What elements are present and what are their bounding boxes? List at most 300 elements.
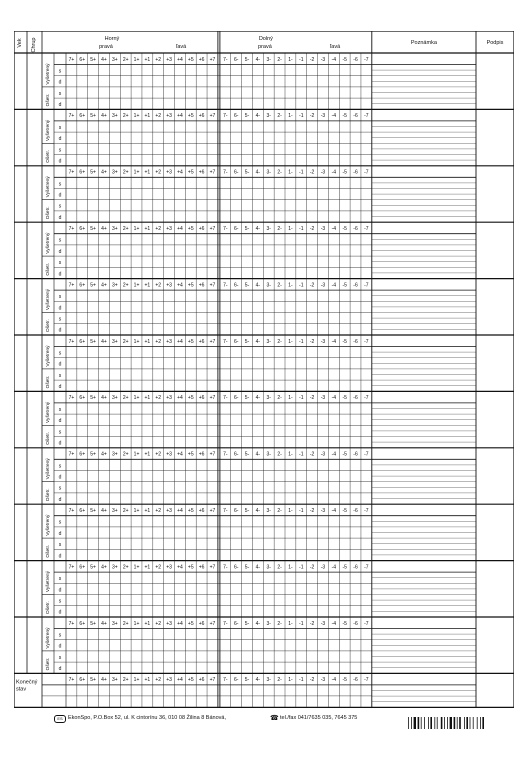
row-label-d: d <box>58 384 62 391</box>
tooth-label-upper: +2 <box>155 677 162 684</box>
tooth-label-upper: 1+ <box>133 620 140 627</box>
tooth-label-lower: -5 <box>342 677 347 684</box>
tooth-label-lower: -4 <box>331 508 337 514</box>
tooth-label-upper: 5+ <box>90 113 96 120</box>
row-label-s: s <box>58 237 62 244</box>
tooth-label-upper: +7 <box>209 226 216 232</box>
osetr-label: Ošetr. <box>46 375 51 389</box>
tooth-label-lower: -4 <box>331 282 337 289</box>
barcode-bar <box>473 717 474 729</box>
tooth-label-upper: 6+ <box>79 113 86 120</box>
tooth-label-lower: -4 <box>331 56 337 63</box>
tooth-label-lower: -4 <box>331 564 337 571</box>
tooth-label-upper: +1 <box>144 56 151 63</box>
tooth-label-lower: -3 <box>320 395 326 402</box>
tooth-label-upper: +5 <box>187 226 194 232</box>
tooth-label-upper: +4 <box>177 169 183 176</box>
tooth-label-upper: +1 <box>144 282 151 289</box>
tooth-label-upper: +6 <box>198 169 205 176</box>
tooth-label-lower: 3- <box>266 451 271 458</box>
tooth-label-lower: 5- <box>244 677 250 684</box>
tooth-label-upper: 3+ <box>111 620 118 627</box>
tooth-label-lower: 3- <box>266 620 271 627</box>
horny-lava-header: ľavá <box>175 44 187 50</box>
tooth-label-lower: 5- <box>244 395 250 402</box>
tooth-label-upper: 5+ <box>90 395 96 402</box>
podpis-header: Podpis <box>486 40 504 46</box>
tooth-label-lower: -3 <box>320 338 326 345</box>
tooth-label-lower: -6 <box>353 338 358 345</box>
tooth-label-lower: -1 <box>299 395 304 402</box>
tooth-label-upper: +2 <box>155 282 162 289</box>
tooth-label-lower: -4 <box>331 338 337 345</box>
tooth-label-upper: +4 <box>177 620 183 627</box>
vysetreny-label: Vyšetrený <box>46 63 51 85</box>
tooth-label-upper: 2+ <box>122 395 129 402</box>
tooth-label-lower: 5- <box>244 226 250 232</box>
vysetreny-label: Vyšetrený <box>46 627 51 649</box>
tooth-label-upper: 3+ <box>111 338 118 345</box>
barcode-bar <box>464 717 465 729</box>
tooth-label-lower: -5 <box>342 564 347 571</box>
tooth-label-lower: 7- <box>223 620 228 627</box>
tooth-label-upper: 1+ <box>133 338 140 345</box>
tooth-label-upper: +7 <box>209 677 216 684</box>
vysetreny-label: Vyšetrený <box>46 176 51 198</box>
row-label-d: d <box>58 158 62 165</box>
tooth-label-lower: 7- <box>223 282 228 289</box>
row-label-s: s <box>58 350 62 357</box>
tooth-label-lower: 4- <box>255 282 261 289</box>
tooth-label-upper: 3+ <box>111 451 118 458</box>
tooth-label-lower: -4 <box>331 395 337 402</box>
tooth-label-lower: -7 <box>364 564 369 571</box>
tooth-label-upper: 1+ <box>133 395 140 402</box>
tooth-label-lower: 1- <box>288 282 293 289</box>
row-label-s: s <box>58 294 62 301</box>
row-label-s: s <box>58 260 62 267</box>
barcode-bar <box>457 717 458 729</box>
row-label-s: s <box>58 598 62 605</box>
barcode-bar <box>428 717 429 729</box>
tooth-label-upper: +4 <box>177 395 183 402</box>
tooth-label-lower: 7- <box>223 677 228 684</box>
tooth-label-lower: -1 <box>299 451 304 458</box>
tooth-label-upper: 5+ <box>90 169 96 176</box>
barcode-bar <box>408 717 409 729</box>
tooth-label-lower: -6 <box>353 282 358 289</box>
tooth-label-lower: 6- <box>233 226 239 232</box>
company-logo-icon: ES <box>54 715 66 723</box>
tooth-label-upper: +7 <box>209 338 216 345</box>
tooth-label-lower: 3- <box>266 113 271 120</box>
tooth-label-upper: 4+ <box>101 226 107 232</box>
row-label-s: s <box>58 372 62 379</box>
tooth-label-lower: -1 <box>299 169 304 176</box>
tooth-label-lower: -5 <box>342 113 347 120</box>
tooth-label-upper: 6+ <box>79 56 86 63</box>
tooth-label-upper: 2+ <box>122 508 129 514</box>
tooth-label-lower: 7- <box>223 56 228 63</box>
tooth-label-lower: 5- <box>244 508 250 514</box>
tooth-label-lower: -7 <box>364 620 369 627</box>
tooth-label-lower: -4 <box>331 451 337 458</box>
tooth-label-upper: 5+ <box>90 451 96 458</box>
tooth-label-lower: -2 <box>309 677 315 684</box>
tooth-label-lower: -3 <box>320 508 326 514</box>
dolny-header: Dolný <box>258 36 273 42</box>
tooth-label-lower: -2 <box>309 620 315 627</box>
tooth-label-lower: -7 <box>364 169 369 176</box>
tooth-label-lower: -2 <box>309 564 315 571</box>
tooth-label-lower: 4- <box>255 508 261 514</box>
osetr-label: Ošetr. <box>46 488 51 502</box>
tooth-label-upper: 1+ <box>133 56 140 63</box>
tooth-label-lower: 6- <box>233 282 239 289</box>
tooth-label-lower: -3 <box>320 620 326 627</box>
tooth-label-lower: 4- <box>255 620 261 627</box>
tooth-label-upper: 5+ <box>90 226 96 232</box>
tooth-label-lower: -2 <box>309 56 315 63</box>
tooth-label-upper: +2 <box>155 620 162 627</box>
vysetreny-label: Vyšetrený <box>46 289 51 311</box>
tooth-label-lower: -5 <box>342 169 347 176</box>
horny-prava-header: pravá <box>99 44 113 50</box>
tooth-label-lower: 6- <box>233 508 239 514</box>
vysetreny-label: Vyšetrený <box>46 345 51 367</box>
tooth-label-lower: -5 <box>342 56 347 63</box>
tooth-label-upper: 1+ <box>133 564 140 571</box>
chrup-header: Chrup <box>31 37 37 53</box>
tooth-label-lower: 5- <box>244 113 250 120</box>
row-label-d: d <box>58 530 62 537</box>
tooth-label-lower: -3 <box>320 226 326 232</box>
row-label-s: s <box>58 429 62 436</box>
tooth-label-lower: 5- <box>244 564 250 571</box>
tooth-label-lower: 7- <box>223 451 228 458</box>
tooth-label-upper: +6 <box>198 564 205 571</box>
tooth-label-lower: 4- <box>255 451 261 458</box>
tooth-label-upper: +6 <box>198 282 205 289</box>
tooth-label-upper: +3 <box>166 338 172 345</box>
barcode-bar <box>444 717 445 729</box>
tooth-label-lower: 1- <box>288 338 293 345</box>
tooth-label-lower: 6- <box>233 56 239 63</box>
tooth-label-lower: -5 <box>342 451 347 458</box>
tooth-label-lower: 2- <box>277 282 282 289</box>
tooth-label-lower: 4- <box>255 564 261 571</box>
tooth-label-lower: -7 <box>364 395 369 402</box>
barcode-bar <box>459 717 461 729</box>
tooth-label-lower: -2 <box>309 226 315 232</box>
form-grid <box>14 31 514 711</box>
tooth-label-upper: 2+ <box>122 564 129 571</box>
tooth-label-lower: -7 <box>364 451 369 458</box>
row-label-d: d <box>58 102 62 109</box>
tooth-label-upper: +1 <box>144 451 151 458</box>
tooth-label-lower: 5- <box>244 56 250 63</box>
tooth-label-upper: +7 <box>209 395 216 402</box>
company-address: EkonSpo, P.O.Box 52, ul. K cintorínu 36, 010 08 Žilina 8 Bánová, <box>68 715 226 721</box>
tooth-label-lower: 1- <box>288 451 293 458</box>
barcode-bar <box>424 717 425 729</box>
row-label-s: s <box>58 654 62 661</box>
tooth-label-upper: +3 <box>166 169 172 176</box>
tooth-label-upper: 5+ <box>90 282 96 289</box>
row-label-d: d <box>58 643 62 650</box>
tooth-label-lower: 7- <box>223 395 228 402</box>
tooth-label-upper: 4+ <box>101 113 107 120</box>
row-label-d: d <box>58 271 62 278</box>
tooth-label-lower: 4- <box>255 113 261 120</box>
phone-fax: tel./fax 041/7635 035, 7645 375 <box>280 715 358 721</box>
tooth-label-lower: 7- <box>223 338 228 345</box>
tooth-label-lower: 7- <box>223 508 228 514</box>
tooth-label-lower: 6- <box>233 620 239 627</box>
tooth-label-lower: -1 <box>299 226 304 232</box>
tooth-label-lower: -3 <box>320 282 326 289</box>
konecny-stav-label: Konečný <box>16 679 38 686</box>
tooth-label-upper: +6 <box>198 226 205 232</box>
tooth-label-lower: 6- <box>233 564 239 571</box>
tooth-label-upper: 4+ <box>101 338 107 345</box>
tooth-label-upper: +2 <box>155 564 162 571</box>
row-label-s: s <box>58 519 62 526</box>
tooth-label-upper: 3+ <box>111 508 118 514</box>
tooth-label-lower: 5- <box>244 338 250 345</box>
tooth-label-upper: +5 <box>187 169 194 176</box>
tooth-label-upper: 3+ <box>111 226 118 232</box>
tooth-label-upper: +4 <box>177 282 183 289</box>
tooth-label-lower: -4 <box>331 113 337 120</box>
tooth-label-lower: 6- <box>233 113 239 120</box>
tooth-label-upper: +5 <box>187 113 194 120</box>
tooth-label-upper: +7 <box>209 282 216 289</box>
tooth-label-lower: 1- <box>288 564 293 571</box>
tooth-label-lower: 7- <box>223 564 228 571</box>
tooth-label-upper: 3+ <box>111 56 118 63</box>
tooth-label-upper: 4+ <box>101 395 107 402</box>
barcode <box>408 717 513 737</box>
row-label-d: d <box>58 79 62 86</box>
konecny-stav-label-2: stav <box>16 686 27 693</box>
tooth-label-upper: 7+ <box>68 338 75 345</box>
tooth-label-upper: +7 <box>209 169 216 176</box>
tooth-label-upper: +3 <box>166 620 172 627</box>
tooth-label-upper: +3 <box>166 508 172 514</box>
row-label-d: d <box>58 666 62 673</box>
tooth-label-upper: +3 <box>166 282 172 289</box>
barcode-bar <box>470 717 471 729</box>
phone-icon: ☎ <box>270 715 279 722</box>
tooth-label-upper: 7+ <box>68 282 75 289</box>
tooth-label-lower: 5- <box>244 282 250 289</box>
barcode-bar <box>466 717 468 729</box>
tooth-label-lower: -2 <box>309 169 315 176</box>
tooth-label-lower: 5- <box>244 169 250 176</box>
tooth-label-upper: +5 <box>187 620 194 627</box>
tooth-label-upper: +6 <box>198 113 205 120</box>
tooth-label-lower: -7 <box>364 56 369 63</box>
row-label-d: d <box>58 136 62 143</box>
barcode-bar <box>437 717 438 729</box>
tooth-label-upper: +5 <box>187 395 194 402</box>
tooth-label-upper: 6+ <box>79 508 86 514</box>
tooth-label-upper: 5+ <box>90 56 96 63</box>
tooth-label-upper: 1+ <box>133 508 140 514</box>
tooth-label-lower: 2- <box>277 508 282 514</box>
tooth-label-lower: -2 <box>309 395 315 402</box>
tooth-label-upper: 1+ <box>133 169 140 176</box>
tooth-label-upper: +4 <box>177 677 183 684</box>
tooth-label-upper: +1 <box>144 508 151 514</box>
tooth-label-upper: +5 <box>187 564 194 571</box>
tooth-label-lower: -1 <box>299 113 304 120</box>
tooth-label-upper: 6+ <box>79 338 86 345</box>
row-label-d: d <box>58 440 62 447</box>
tooth-label-upper: +6 <box>198 620 205 627</box>
row-label-d: d <box>58 553 62 560</box>
tooth-label-lower: -7 <box>364 226 369 232</box>
tooth-label-upper: +5 <box>187 677 194 684</box>
tooth-label-upper: 7+ <box>68 395 75 402</box>
tooth-label-upper: 6+ <box>79 451 86 458</box>
tooth-label-lower: 2- <box>277 56 282 63</box>
row-label-s: s <box>58 147 62 154</box>
tooth-label-lower: 7- <box>223 169 228 176</box>
tooth-label-upper: +3 <box>166 451 172 458</box>
tooth-label-lower: -5 <box>342 508 347 514</box>
barcode-bar <box>482 717 484 729</box>
tooth-label-upper: +1 <box>144 169 151 176</box>
tooth-label-lower: 3- <box>266 56 271 63</box>
tooth-label-lower: -6 <box>353 56 358 63</box>
tooth-label-upper: +2 <box>155 395 162 402</box>
row-label-d: d <box>58 305 62 312</box>
barcode-bar <box>411 717 412 729</box>
osetr-label: Ošetr. <box>46 601 51 614</box>
tooth-label-upper: +7 <box>209 451 216 458</box>
row-label-d: d <box>58 192 62 199</box>
tooth-label-upper: 2+ <box>122 338 129 345</box>
row-label-s: s <box>58 90 62 97</box>
row-label-s: s <box>58 68 62 75</box>
tooth-label-lower: -3 <box>320 169 326 176</box>
row-label-d: d <box>58 361 62 368</box>
tooth-label-upper: 3+ <box>111 395 118 402</box>
tooth-label-lower: 1- <box>288 620 293 627</box>
tooth-label-lower: -3 <box>320 56 326 63</box>
tooth-label-lower: 3- <box>266 169 271 176</box>
tooth-label-upper: +4 <box>177 508 183 514</box>
tooth-label-upper: +7 <box>209 56 216 63</box>
tooth-label-upper: +1 <box>144 338 151 345</box>
tooth-label-lower: 4- <box>255 395 261 402</box>
tooth-label-lower: 6- <box>233 338 239 345</box>
tooth-label-lower: -4 <box>331 169 337 176</box>
tooth-label-lower: 3- <box>266 226 271 232</box>
tooth-label-upper: +4 <box>177 113 183 120</box>
barcode-bar <box>477 717 478 729</box>
osetr-label: Ošetr. <box>46 93 51 107</box>
tooth-label-upper: 4+ <box>101 564 107 571</box>
tooth-label-lower: -6 <box>353 451 358 458</box>
tooth-label-upper: +2 <box>155 451 162 458</box>
tooth-label-upper: 4+ <box>101 282 107 289</box>
tooth-label-lower: 6- <box>233 677 239 684</box>
row-label-s: s <box>58 542 62 549</box>
tooth-label-upper: +1 <box>144 395 151 402</box>
tooth-label-lower: -2 <box>309 282 315 289</box>
row-label-s: s <box>58 576 62 583</box>
tooth-label-lower: -3 <box>320 451 326 458</box>
tooth-label-lower: -6 <box>353 169 358 176</box>
tooth-label-upper: +4 <box>177 451 183 458</box>
barcode-bar <box>447 717 448 729</box>
tooth-label-lower: -2 <box>309 451 315 458</box>
tooth-label-upper: 4+ <box>101 620 107 627</box>
tooth-label-lower: -1 <box>299 677 304 684</box>
tooth-label-upper: +5 <box>187 56 194 63</box>
tooth-label-upper: 7+ <box>68 56 75 63</box>
tooth-label-upper: +2 <box>155 508 162 514</box>
tooth-label-lower: -3 <box>320 677 326 684</box>
tooth-label-lower: -1 <box>299 56 304 63</box>
tooth-label-lower: 6- <box>233 169 239 176</box>
tooth-label-lower: -6 <box>353 677 358 684</box>
dental-record-form <box>14 31 514 716</box>
row-label-s: s <box>58 485 62 492</box>
barcode-bar <box>441 717 443 729</box>
tooth-label-lower: 3- <box>266 508 271 514</box>
tooth-label-lower: 1- <box>288 395 293 402</box>
row-label-s: s <box>58 181 62 188</box>
osetr-label: Ošetr. <box>46 150 51 163</box>
vysetreny-label: Vyšetrený <box>46 458 51 480</box>
tooth-label-upper: +7 <box>209 620 216 627</box>
tooth-label-lower: -5 <box>342 620 347 627</box>
tooth-label-lower: -3 <box>320 113 326 120</box>
tooth-label-upper: 2+ <box>122 226 129 232</box>
tooth-label-lower: -2 <box>309 508 315 514</box>
tooth-label-lower: 4- <box>255 169 261 176</box>
tooth-label-upper: 6+ <box>79 226 86 232</box>
osetr-label: Ošetr. <box>46 206 51 220</box>
tooth-label-lower: -1 <box>299 282 304 289</box>
tooth-label-lower: -2 <box>309 338 315 345</box>
tooth-label-lower: 6- <box>233 451 239 458</box>
row-label-d: d <box>58 474 62 481</box>
tooth-label-upper: 2+ <box>122 677 129 684</box>
tooth-label-lower: -4 <box>331 677 337 684</box>
tooth-label-upper: 2+ <box>122 620 129 627</box>
barcode-bar <box>414 717 416 729</box>
tooth-label-upper: +6 <box>198 56 205 63</box>
tooth-label-lower: 1- <box>288 113 293 120</box>
row-label-s: s <box>58 632 62 639</box>
tooth-label-lower: -1 <box>299 508 304 514</box>
vysetreny-label: Vyšetrený <box>46 571 51 593</box>
tooth-label-lower: 4- <box>255 226 261 232</box>
tooth-label-upper: +4 <box>177 564 183 571</box>
tooth-label-upper: 1+ <box>133 451 140 458</box>
tooth-label-lower: 1- <box>288 508 293 514</box>
tooth-label-lower: -7 <box>364 338 369 345</box>
tooth-label-upper: 7+ <box>68 564 75 571</box>
tooth-label-lower: -4 <box>331 620 337 627</box>
tooth-label-upper: +6 <box>198 451 205 458</box>
tooth-label-upper: 4+ <box>101 56 107 63</box>
